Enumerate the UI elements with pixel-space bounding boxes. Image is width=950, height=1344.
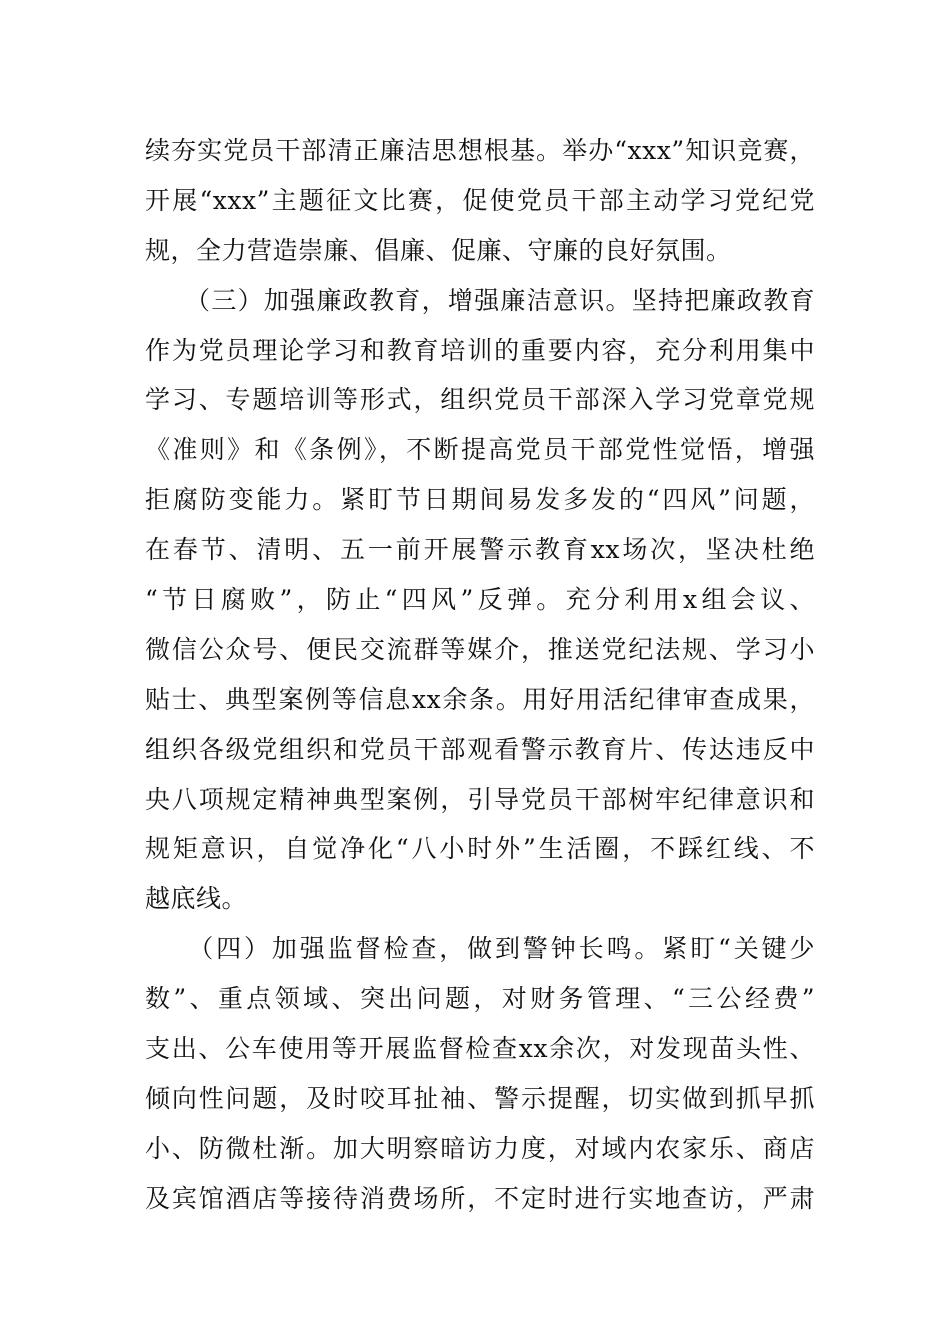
text-line: 越底线。 — [145, 884, 248, 914]
text-line: 贴士、典型案例等信息xx余条。用好用活纪律审查成果， — [145, 684, 815, 714]
text-line: 学习、专题培训等形式，组织党员干部深入学习党章党规 — [145, 385, 815, 415]
text-line: 在春节、清明、五一前开展警示教育xx场次，坚决杜绝 — [145, 535, 815, 565]
text-line: 《准则》和《条例》，不断提高党员干部党性觉悟，增强 — [145, 435, 815, 465]
text-line: 开展“xxx”主题征文比赛，促使党员干部主动学习党纪党 — [145, 185, 815, 215]
document-body — [145, 126, 815, 1224]
text-line: 小、防微杜渐。加大明察暗访力度，对域内农家乐、商店 — [145, 1133, 815, 1163]
text-line: 组织各级党组织和党员干部观看警示教育片、传达违反中 — [145, 734, 815, 764]
text-line: 作为党员理论学习和教育培训的重要内容，充分利用集中 — [145, 335, 815, 365]
text-line: 倾向性问题，及时咬耳扯袖、警示提醒，切实做到抓早抓 — [145, 1083, 815, 1113]
text-line: 及宾馆酒店等接待消费场所，不定时进行实地查访，严肃 — [145, 1183, 815, 1213]
text-line: 续夯实党员干部清正廉洁思想根基。举办“xxx”知识竞赛， — [145, 136, 815, 165]
section-heading-line: （四）加强监督检查，做到警钟长鸣。紧盯“关键少 — [145, 934, 815, 964]
text-line: 规，全力营造崇廉、倡廉、促廉、守廉的良好氛围。 — [145, 235, 732, 265]
text-line: 央八项规定精神典型案例，引导党员干部树牢纪律意识和 — [145, 784, 815, 814]
text-line: 拒腐防变能力。紧盯节日期间易发多发的“四风”问题， — [145, 485, 815, 515]
text-line: “节日腐败”，防止“四风”反弹。充分利用x组会议、 — [145, 585, 815, 615]
text-line: 微信公众号、便民交流群等媒介，推送党纪法规、学习小 — [145, 634, 815, 664]
section-heading-line: （三）加强廉政教育，增强廉洁意识。坚持把廉政教育 — [145, 285, 815, 315]
text-line: 规矩意识，自觉净化“八小时外”生活圈，不踩红线、不 — [145, 834, 815, 864]
text-line: 数”、重点领域、突出问题，对财务管理、“三公经费” — [145, 984, 815, 1014]
text-line: 支出、公车使用等开展监督检查xx余次，对发现苗头性、 — [145, 1034, 815, 1064]
